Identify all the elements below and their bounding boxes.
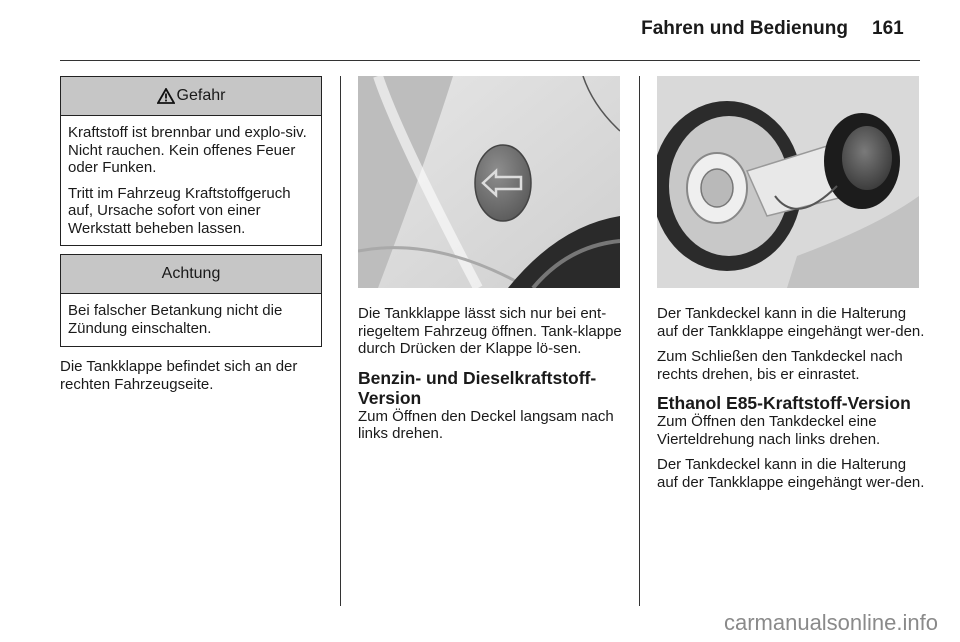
caution-paragraph: Bei falscher Betankung nicht die Zündung einschalten. bbox=[68, 302, 283, 337]
caution-box-body bbox=[61, 294, 321, 345]
danger-paragraph: Tritt im Fahrzeug Kraftstoffgeruch auf, Ursache sofort von einer Werkstatt beheben lassen. bbox=[68, 184, 291, 237]
column-3-text bbox=[657, 305, 925, 499]
danger-box-header bbox=[61, 77, 321, 116]
page-number: 161 bbox=[872, 18, 904, 39]
column-1-text bbox=[60, 358, 326, 401]
caution-box-title: Achtung bbox=[161, 265, 221, 282]
danger-paragraph: Kraftstoff ist brennbar und explo-siv. Nicht rauchen. Kein offenes Feuer oder Funken. bbox=[68, 124, 307, 176]
danger-box-body bbox=[61, 116, 321, 245]
body-paragraph: Der Tankdeckel kann in die Halterung auf der Tankklappe eingehängt wer-den. bbox=[657, 305, 925, 340]
fuel-cap-illustration bbox=[657, 76, 919, 288]
caution-box bbox=[60, 254, 322, 347]
fuel-flap-drawing bbox=[358, 76, 620, 288]
body-paragraph: Zum Schließen den Tankdeckel nach rechts drehen, bis er einrastet. bbox=[657, 348, 903, 383]
fuel-flap-illustration bbox=[358, 76, 620, 288]
body-paragraph: Zum Öffnen den Tankdeckel eine Vierteldrehung nach links drehen. bbox=[657, 413, 881, 448]
body-paragraph: Die Tankklappe lässt sich nur bei ent-riegeltem Fahrzeug öffnen. Tank-klappe durch Drücken der Klappe lö-sen. bbox=[358, 305, 622, 357]
section-heading: Ethanol E85-Kraftstoff-Version bbox=[657, 393, 911, 413]
danger-box-title: Gefahr bbox=[176, 87, 226, 104]
header-divider bbox=[60, 60, 920, 61]
watermark: carmanualsonline.info bbox=[723, 610, 938, 635]
column-divider bbox=[340, 76, 341, 606]
body-paragraph: Der Tankdeckel kann in die Halterung auf der Tankklappe eingehängt wer-den. bbox=[657, 456, 925, 491]
section-heading: Benzin- und Dieselkraftstoff-Version bbox=[358, 367, 597, 408]
page-title: Fahren und Bedienung bbox=[641, 18, 848, 39]
column-2-text bbox=[358, 305, 626, 451]
danger-box bbox=[60, 76, 322, 246]
body-paragraph: Die Tankklappe befindet sich an der rechten Fahrzeugseite. bbox=[60, 358, 298, 393]
caution-box-header bbox=[61, 255, 321, 294]
fuel-cap-drawing bbox=[657, 76, 919, 288]
column-divider bbox=[639, 76, 640, 606]
warning-triangle-icon bbox=[157, 88, 175, 104]
body-paragraph: Zum Öffnen den Deckel langsam nach links drehen. bbox=[358, 407, 614, 442]
